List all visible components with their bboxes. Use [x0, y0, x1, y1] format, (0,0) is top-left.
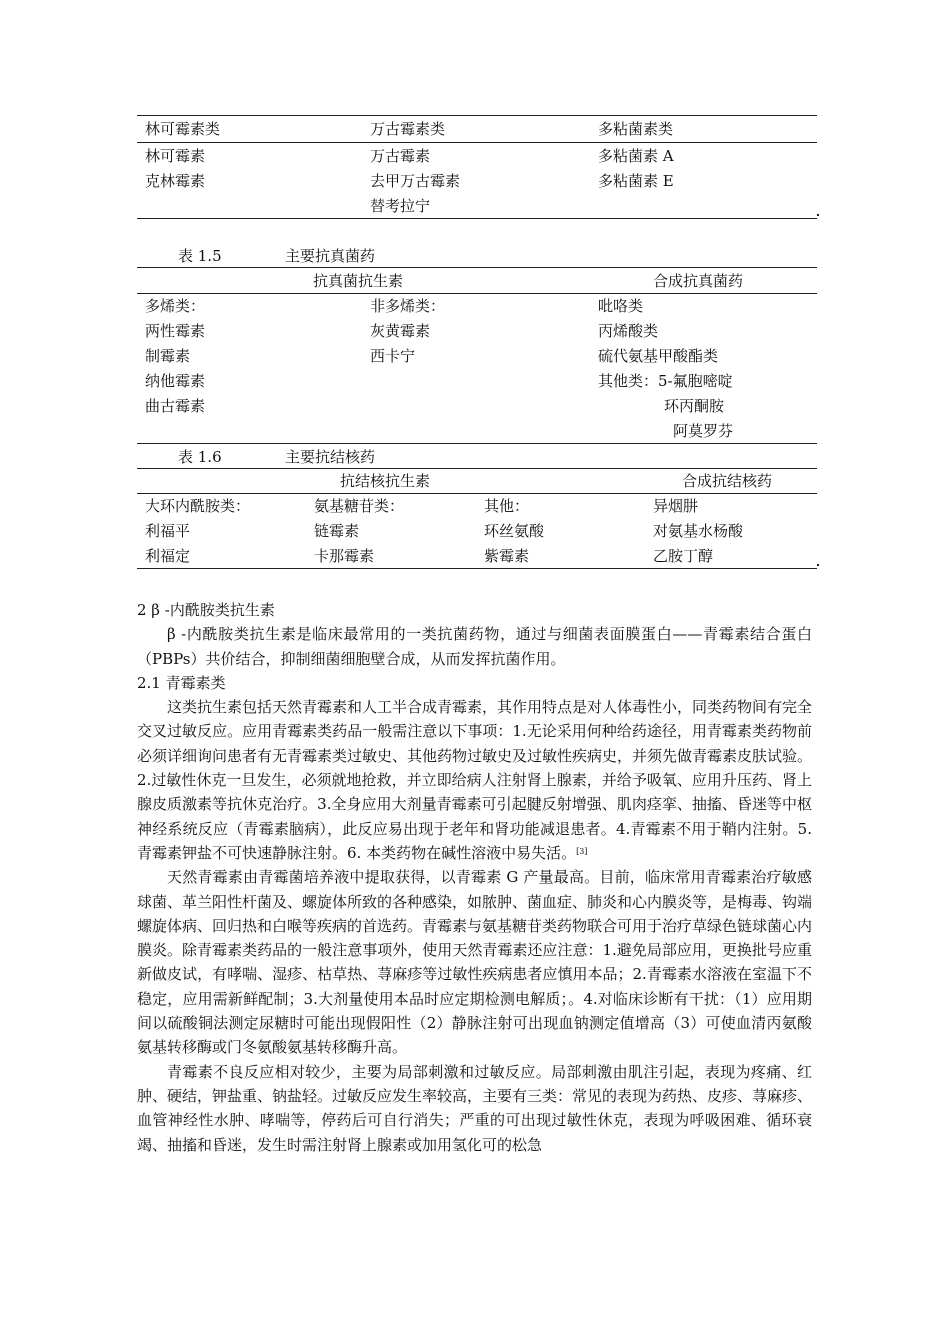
- table-bottom-rule: [137, 443, 817, 444]
- table-cell: 吡咯类: [598, 297, 644, 315]
- table-header-rule: [137, 493, 817, 494]
- table-cell: 曲古霉素: [145, 397, 206, 415]
- table-cell: 灰黄霉素: [370, 322, 431, 340]
- table-cell: 万古霉素: [370, 147, 431, 165]
- paragraph: 天然青霉素由青霉菌培养液中提取获得，以青霉素 G 产量最高。目前，临床常用青霉素治疗敏感球菌、革兰阳性杆菌及、螺旋体所致的各种感染，如脓肿、菌血症、肺炎和心内膜炎等，是梅毒、钩端螺旋体病、回归热和白喉等疾病的首选药。青霉素与氨基糖苷类药物联合可用于治疗草绿色链球菌心内膜炎。除青霉素类药品的一般注意事项外，使用天然青霉素还应注意：1.避免局部应用，更换批号应重新做皮试，有哮喘、湿疹、枯草热、荨麻疹等过敏性疾病患者应慎用本品；2.青霉素水溶液在室温下不稳定，应用需新鲜配制；3.大剂量使用本品时应定期检测电解质；。4.对临床诊断有干扰：（1）应用期间以硫酸铜法测定尿糖时可能出现假阳性（2）静脉注射可出现血钠测定值增高（3）可使血清丙氨酸氨基转移酶或门冬氨酸氨基转移酶升高。: [137, 868, 813, 1057]
- table-cell: 硫代氨基甲酸酯类: [598, 347, 719, 365]
- paragraph: 青霉素不良反应相对较少，主要为局部刺激和过敏反应。局部刺激由肌注引起，表现为疼痛、红肿、硬结，钾盐重、钠盐轻。过敏反应发生率较高，主要有三类：常见的表现为药热、皮疹、荨麻疹、血管神经性水肿、哮喘等，停药后可自行消失；严重的可出现过敏性休克，表现为呼吸困难、循环衰竭、抽搐和昏迷，发生时需注射肾上腺素或加用氢化可的松急: [137, 1062, 813, 1154]
- table-header: 万古霉素类: [370, 120, 446, 138]
- table-bottom-rule: [137, 218, 817, 219]
- table-cell: 替考拉宁: [370, 197, 431, 215]
- subsection-heading: 2.1 青霉素类: [137, 673, 226, 692]
- table-cell: 链霉素: [314, 522, 360, 540]
- table-cell: 卡那霉素: [314, 547, 375, 565]
- table-cell: 氨基糖苷类：: [314, 497, 405, 515]
- table-number: 表 1.6: [178, 448, 222, 466]
- table-cell: 乙胺丁醇: [653, 547, 714, 565]
- table-top-rule: [137, 115, 817, 116]
- table-cell: 多粘菌素 A: [598, 147, 674, 165]
- table-cell: 两性霉素: [145, 322, 206, 340]
- table-corner-mark: [817, 214, 819, 216]
- table-top-rule: [137, 267, 817, 268]
- table-cell: 多粘菌素 E: [598, 172, 674, 190]
- table-cell: 环丝氨酸: [484, 522, 545, 540]
- table-cell: 大环内酰胺类：: [145, 497, 251, 515]
- table-cell: 异烟肼: [653, 497, 699, 515]
- section-heading: 2 β -内酰胺类抗生素: [137, 601, 275, 619]
- paragraph: β -内酰胺类抗生素是临床最常用的一类抗菌药物，通过与细菌表面膜蛋白——青霉素结合蛋白（PBPs）共价结合，抑制细菌细胞壁合成，从而发挥抗菌作用。: [137, 625, 812, 668]
- table-number: 表 1.5: [178, 247, 222, 265]
- table-header: 林可霉素类: [145, 120, 221, 138]
- table-title: 主要抗真菌药: [285, 247, 376, 265]
- table-cell: 纳他霉素: [145, 372, 206, 390]
- table-cell: 环丙酮胺: [664, 397, 725, 415]
- paragraph: [137, 695, 812, 865]
- table-cell: 非多烯类：: [370, 297, 446, 315]
- table-cell: 多烯类：: [145, 297, 206, 315]
- table-cell: 利福定: [145, 547, 191, 565]
- table-cell: 其他类：5-氟胞嘧啶: [598, 372, 733, 390]
- table-group-header: 合成抗结核药: [682, 472, 773, 490]
- table-cell: 利福平: [145, 522, 191, 540]
- table-title: 主要抗结核药: [285, 448, 376, 466]
- table-cell: 对氨基水杨酸: [653, 522, 744, 540]
- table-cell: 去甲万古霉素: [370, 172, 461, 190]
- table-bottom-rule: [137, 568, 817, 569]
- table-cell: 制霉素: [145, 347, 191, 365]
- table-corner-mark: [817, 564, 819, 566]
- table-cell: 丙烯酸类: [598, 322, 659, 340]
- table-group-header: 合成抗真菌药: [653, 272, 744, 290]
- table-group-header: 抗真菌抗生素: [313, 272, 404, 290]
- table-cell: 克林霉素: [145, 172, 206, 190]
- table-cell: 紫霉素: [484, 547, 530, 565]
- table-cell: 林可霉素: [145, 147, 206, 165]
- table-header: 多粘菌素类: [598, 120, 674, 138]
- paragraph-text: 这类抗生素包括天然青霉素和人工半合成青霉素，其作用特点是对人体毒性小，同类药物间有完全交叉过敏反应。应用青霉素类药品一般需注意以下事项：1.无论采用何种给药途径，用青霉素类药物前必须详细询问患者有无青霉素类过敏史、其他药物过敏史及过敏性疾病史，并须先做青霉素皮肤试验。2.过敏性休克一旦发生，必须就地抢救，并立即给病人注射肾上腺素，并给予吸氧、应用升压药、肾上腺皮质激素等抗休克治疗。3.全身应用大剂量青霉素可引起腱反射增强、肌肉痉挛、抽搐、昏迷等中枢神经系统反应（青霉素脑病），此反应易出现于老年和肾功能减退患者。4.青霉素不用于鞘内注射。5.青霉素钾盐不可快速静脉注射。6. 本类药物在碱性溶液中易失活。: [137, 698, 813, 862]
- table-group-header: 抗结核抗生素: [340, 472, 431, 490]
- table-header-rule: [137, 293, 817, 294]
- table-cell: 其他：: [484, 497, 530, 515]
- table-top-rule: [137, 468, 817, 469]
- body-text: [137, 598, 812, 1157]
- table-header-rule: [137, 142, 817, 143]
- citation[interactable]: [3]: [576, 846, 588, 856]
- table-cell: 西卡宁: [370, 347, 416, 365]
- table-cell: 阿莫罗芬: [673, 422, 734, 440]
